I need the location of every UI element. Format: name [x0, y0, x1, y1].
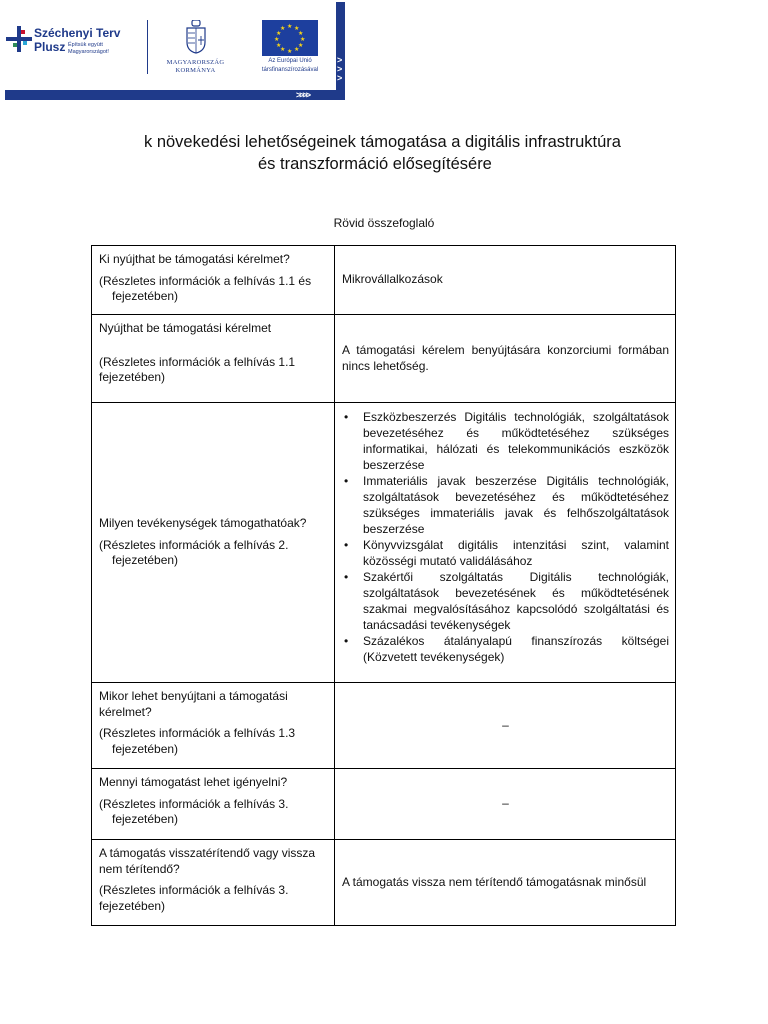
question-cell — [92, 683, 335, 769]
header-bar-horizontal — [5, 90, 345, 100]
answer-text: Mikrovállalkozások — [342, 272, 443, 286]
table-row — [92, 246, 676, 315]
table-row — [92, 840, 676, 926]
szechenyi-plus: Plusz — [34, 40, 66, 54]
answer-cell — [335, 403, 676, 683]
detail-text: (Részletes információk a felhívás 1.1 és — [99, 273, 312, 288]
document-title-line2: és transzformáció elősegítésére — [258, 155, 492, 173]
eu-logo — [250, 20, 330, 74]
detail-text: fejezetében) — [112, 289, 179, 303]
question-text: Mikor lehet benyújtani a támogatási kérelmet? — [99, 689, 288, 719]
table-row — [92, 315, 676, 403]
answer-cell — [335, 246, 676, 315]
detail-text: fejezetében) — [112, 553, 179, 568]
szechenyi-terv-logo — [6, 24, 141, 74]
eu-text-line2: társfinanszírozásával — [261, 67, 319, 73]
question-text: Ki nyújthat be támogatási kérelmet? — [99, 252, 290, 266]
summary-table — [91, 245, 676, 926]
question-cell — [92, 840, 335, 926]
question-cell — [92, 769, 335, 840]
detail-text: (Részletes információk a felhívás 3. — [99, 883, 289, 897]
government-logo — [158, 20, 233, 80]
question-cell — [92, 315, 335, 403]
question-text: Mennyi támogatást lehet igényelni? — [99, 775, 288, 789]
eu-flag-icon: ★ ★ ★ ★ ★ ★ ★ ★ ★ ★ ★ ★ — [262, 20, 318, 56]
detail-text: (Részletes információk a felhívás 2. — [99, 537, 289, 552]
header-bar-vertical — [336, 2, 345, 100]
header-banner — [0, 0, 345, 100]
list-item: • Százalékos átalányalapú finanszírozás költségei (Közvetett tevékenységek) — [363, 633, 669, 665]
question-cell — [92, 246, 335, 315]
answer-cell — [335, 315, 676, 403]
government-name-line1: MAGYARORSZÁG — [166, 59, 225, 66]
detail-text: fejezetében) — [112, 741, 179, 756]
detail-text: (Részletes információk a felhívás 1.3 — [99, 726, 296, 740]
answer-text: – — [502, 796, 509, 811]
szechenyi-title: Széchenyi Terv — [34, 26, 121, 40]
summary-heading: Rövid összefoglaló — [333, 216, 435, 230]
question-text: Milyen tevékenységek támogathatóak? — [99, 516, 307, 531]
question-cell — [92, 403, 335, 683]
answer-cell — [335, 769, 676, 840]
coat-of-arms-icon — [185, 20, 207, 54]
detail-text: (Részletes információk a felhívás 3. — [99, 796, 289, 811]
chevron-decoration-icon: > > > — [337, 55, 341, 83]
list-item: • Eszközbeszerzés Digitális technológiák, szolgáltatások bevezetéséhez és működtetéséhez szükséges informatikai, hálózati és telekommunikációs eszközök beszerzése — [363, 409, 669, 473]
list-item: • Könyvvizsgálat digitális intenzitási szint, valamint közösségi mutató validálásához — [363, 537, 669, 569]
activities-list — [342, 409, 669, 665]
szechenyi-slogan: Építsük együtt Magyarországot! — [68, 42, 109, 55]
list-item: • Immateriális javak beszerzése Digitális technológiák, szolgáltatások bevezetéséhez és működtetéséhez szükséges immateriális javak és felhőszolgáltatások beszerzése — [363, 473, 669, 537]
government-name-line2: KORMÁNYA — [175, 67, 216, 74]
eu-text-line1: Az Európai Unió — [268, 58, 312, 64]
answer-cell — [335, 840, 676, 926]
table-row — [92, 403, 676, 683]
question-text: A támogatás visszatérítendő vagy vissza nem térítendő? — [99, 846, 316, 876]
detail-text: fejezetében) — [99, 370, 166, 384]
chevron-decoration-icon: >>>> — [296, 90, 310, 100]
list-item: • Szakértői szolgáltatás Digitális technológiák, szolgáltatások bevezetésének és működtetésének szakmai megvalósításához kapcsolódó szolgáltatási és tanácsadási tevékenységek — [363, 569, 669, 633]
detail-text: fejezetében) — [99, 898, 166, 913]
answer-text: – — [502, 717, 509, 732]
table-row — [92, 769, 676, 840]
answer-text: A támogatási kérelem benyújtására konzorciumi formában nincs lehetőség. — [342, 343, 669, 373]
document-title-line1: k növekedési lehetőségeinek támogatása a digitális infrastruktúra — [144, 133, 621, 151]
answer-cell — [335, 683, 676, 769]
answer-text: A támogatás vissza nem térítendő támogatásnak minősül — [342, 874, 647, 889]
detail-text: fejezetében) — [112, 812, 179, 826]
question-text: Nyújthat be támogatási kérelmet — [99, 321, 272, 335]
detail-text: (Részletes információk a felhívás 1.1 — [99, 354, 296, 369]
table-row — [92, 683, 676, 769]
logo-separator — [147, 20, 148, 74]
szechenyi-cross-icon — [6, 26, 32, 52]
